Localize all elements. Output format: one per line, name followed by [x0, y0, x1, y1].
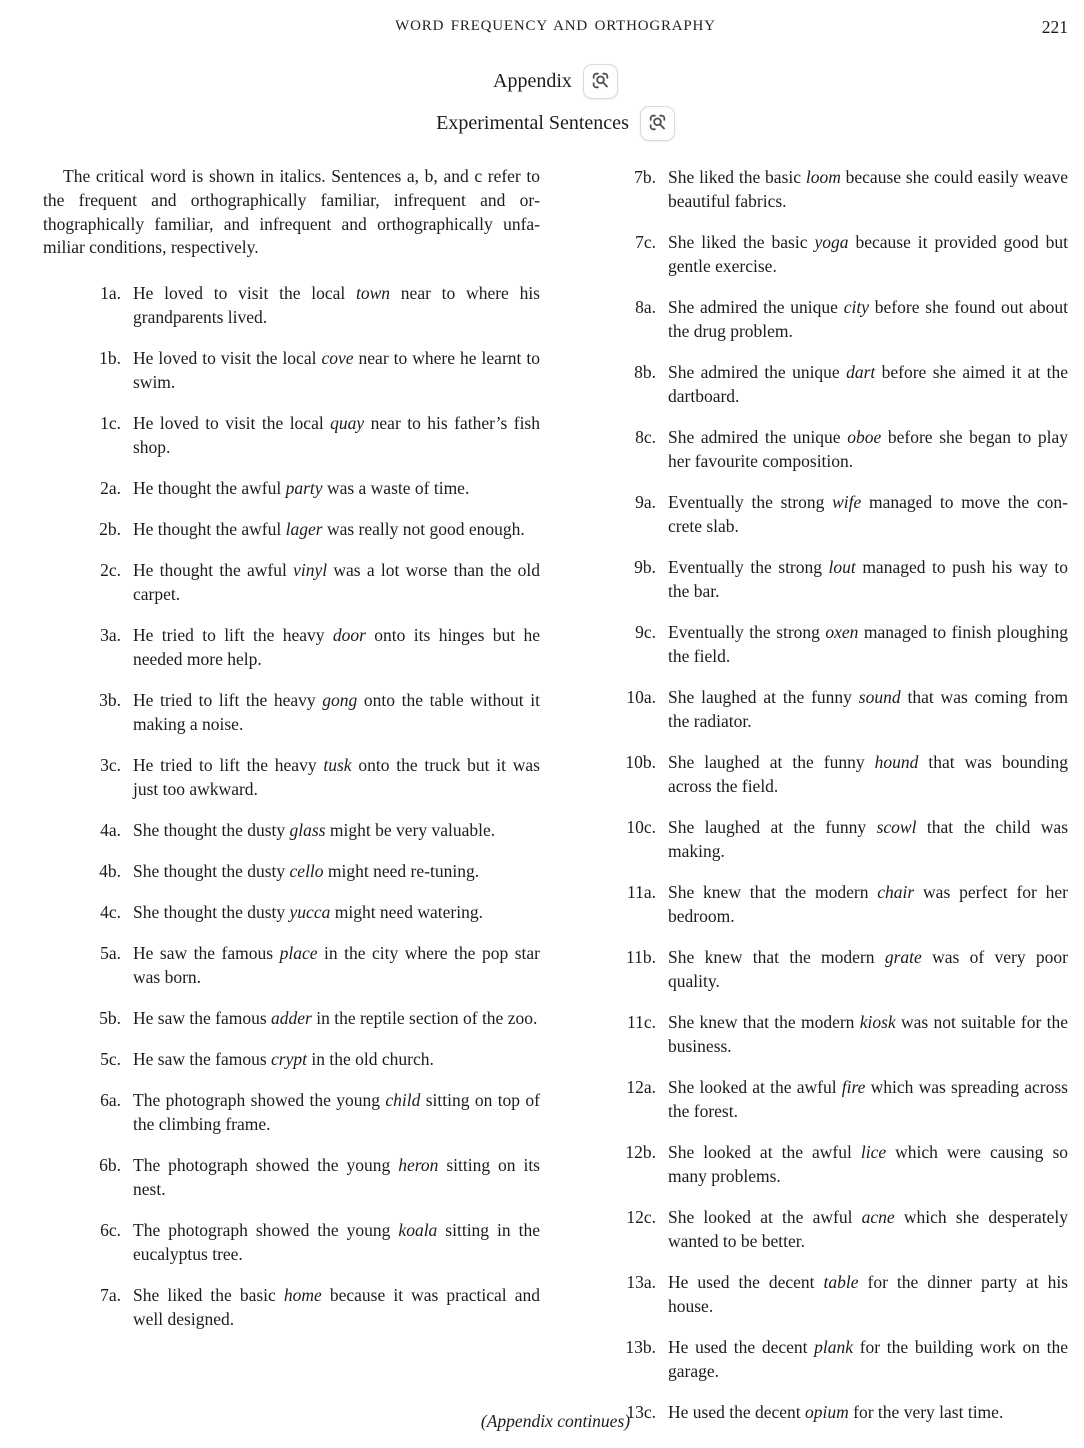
- sentence-post: sitting on top of the climbing frame.: [133, 1090, 541, 1135]
- two-column-body: [43, 165, 1068, 1441]
- sentence-text: [133, 1218, 540, 1266]
- sentence-text: [668, 230, 1068, 278]
- critical-word: glass: [289, 820, 326, 841]
- appendix-title: Appendix: [493, 70, 572, 92]
- sentence-post: was a waste of time.: [322, 478, 470, 499]
- sentence-pre: The photograph showed the young: [133, 1220, 399, 1241]
- critical-word: heron: [398, 1155, 439, 1176]
- sentence-post: might need re-tuning.: [323, 861, 480, 882]
- critical-word: city: [843, 297, 869, 317]
- sentence-post: for the building work on the garage.: [668, 1337, 1068, 1381]
- list-item: [612, 620, 1068, 668]
- list-item: [77, 753, 540, 801]
- sentence-number: 10a.: [626, 687, 656, 707]
- sentence-list-left: [43, 281, 540, 1331]
- sentence-number: 11a.: [627, 882, 656, 902]
- sentence-post: because it was practical and well designed.: [133, 1285, 540, 1330]
- sentence-pre: He loved to visit the local: [133, 413, 331, 434]
- page-number: 221: [1041, 17, 1068, 37]
- sentence-post: in the old church.: [307, 1049, 434, 1070]
- sentence-pre: She admired the unique: [668, 297, 844, 317]
- list-item: [77, 859, 540, 883]
- sentence-text: [133, 1006, 540, 1030]
- sentence-pre: She looked at the awful: [668, 1077, 842, 1097]
- sentence-number: 13a.: [626, 1272, 656, 1292]
- list-item: [612, 230, 1068, 278]
- sentence-post: sitting on its nest.: [133, 1155, 540, 1200]
- sentence-text: [668, 815, 1068, 863]
- sentence-pre: He thought the awful: [133, 519, 286, 540]
- list-item: [77, 1006, 540, 1030]
- list-item: [77, 517, 540, 541]
- critical-word: door: [332, 625, 366, 646]
- list-item: [77, 1088, 540, 1136]
- sentence-pre: She laughed at the funny: [668, 817, 877, 837]
- sentence-number: 8a.: [635, 297, 656, 317]
- critical-word: plank: [814, 1337, 854, 1357]
- critical-word: oboe: [847, 427, 882, 447]
- sentence-post: was a lot worse than the old carpet.: [133, 560, 540, 605]
- sentence-pre: She thought the dusty: [133, 902, 290, 923]
- sentence-pre: She admired the unique: [668, 362, 847, 382]
- zoom-region-icon: [647, 112, 668, 136]
- sentence-text: [133, 558, 540, 606]
- sentence-post: before she found out about the drug problem.: [668, 297, 1068, 341]
- sentence-text: [133, 281, 540, 329]
- sentence-number: 6c.: [100, 1220, 121, 1241]
- critical-word: opium: [805, 1402, 849, 1422]
- critical-word: table: [823, 1272, 859, 1292]
- sentence-text: [668, 490, 1068, 538]
- critical-word: cove: [321, 348, 354, 369]
- sentence-text: [668, 880, 1068, 928]
- sentence-pre: The photograph showed the young: [133, 1155, 399, 1176]
- sentence-number: 12a.: [626, 1077, 656, 1097]
- list-item: [612, 490, 1068, 538]
- sentence-text: [668, 360, 1068, 408]
- sentence-text: [668, 945, 1068, 993]
- sentence-pre: She laughed at the funny: [668, 687, 859, 707]
- sentence-pre: He saw the famous: [133, 1008, 272, 1029]
- experimental-sentences-title: Experimental Sentences: [436, 112, 629, 134]
- sentence-number: 2b.: [99, 519, 121, 540]
- sentence-number: 1c.: [100, 413, 121, 434]
- sentence-pre: He saw the famous: [133, 1049, 272, 1070]
- sentence-post: that was bounding across the field.: [668, 752, 1068, 796]
- sentence-text: [133, 476, 540, 500]
- list-item: [612, 425, 1068, 473]
- sentence-number: 5b.: [99, 1008, 121, 1029]
- sentence-post: near to where his grandparents lived.: [133, 283, 540, 328]
- sentence-number: 7c.: [635, 232, 656, 252]
- list-item: [612, 815, 1068, 863]
- sentence-number: 1a.: [100, 283, 121, 304]
- sentence-post: in the reptile section of the zoo.: [311, 1008, 538, 1029]
- critical-word: crypt: [271, 1049, 307, 1070]
- list-item: [612, 880, 1068, 928]
- critical-word: child: [385, 1090, 421, 1111]
- list-item: [77, 558, 540, 606]
- sentence-pre: Eventually the strong: [668, 492, 833, 512]
- sentence-number: 8c.: [635, 427, 656, 447]
- list-item: [77, 818, 540, 842]
- sentence-text: [133, 623, 540, 671]
- appendix-heading-row: [43, 64, 1068, 99]
- critical-word: yucca: [289, 902, 331, 923]
- sentence-post: near to where he learnt to swim.: [133, 348, 540, 393]
- critical-word: lager: [285, 519, 323, 540]
- sentence-pre: He loved to visit the local: [133, 348, 322, 369]
- sentence-text: [668, 1075, 1068, 1123]
- sentence-number: 6a.: [100, 1090, 121, 1111]
- sentence-text: [668, 1010, 1068, 1058]
- sentence-post: which was spreading across the forest.: [668, 1077, 1068, 1121]
- sentence-pre: She knew that the modern: [668, 947, 885, 967]
- sentence-pre: She liked the basic: [668, 232, 815, 252]
- list-item: [77, 1283, 540, 1331]
- critical-word: chair: [877, 882, 915, 902]
- critical-word: koala: [398, 1220, 438, 1241]
- sentence-number: 13b.: [625, 1337, 656, 1357]
- sentence-number: 5a.: [100, 943, 121, 964]
- sentence-number: 1b.: [99, 348, 121, 369]
- sentence-pre: He used the decent: [668, 1272, 824, 1292]
- list-item: [77, 623, 540, 671]
- list-item: [612, 750, 1068, 798]
- sentence-post: for the very last time.: [848, 1402, 1004, 1422]
- sentence-text: [668, 620, 1068, 668]
- list-item: [77, 476, 540, 500]
- sentence-number: 2a.: [100, 478, 121, 499]
- sentence-post: that the child was making.: [668, 817, 1069, 861]
- list-item: [612, 1140, 1068, 1188]
- sentence-post: was perfect for her bedroom.: [668, 882, 1068, 926]
- sentence-text: [668, 750, 1068, 798]
- sentence-pre: He tried to lift the heavy: [133, 690, 323, 711]
- zoom-sentences-button[interactable]: [640, 106, 675, 141]
- list-item: [77, 411, 540, 459]
- sentence-pre: He used the decent: [668, 1337, 815, 1357]
- list-item: [612, 1010, 1068, 1058]
- critical-word: tusk: [323, 755, 352, 776]
- sentence-text: [133, 411, 540, 459]
- list-item: [77, 1153, 540, 1201]
- sentence-pre: She laughed at the funny: [668, 752, 875, 772]
- zoom-appendix-button[interactable]: [583, 64, 618, 99]
- sentence-text: [133, 517, 540, 541]
- sentence-text: [133, 1088, 540, 1136]
- sentence-pre: She knew that the modern: [668, 882, 878, 902]
- intro-note: The critical word is shown in italics. Sentences a, b, and c refer to the frequent and orthographically familiar, infrequent and orthographically familiar, and infrequent and orthographically unfamiliar conditions, respectively.: [43, 166, 540, 258]
- list-item: [612, 295, 1068, 343]
- sentence-pre: He tried to lift the heavy: [133, 755, 324, 776]
- page-header: [43, 18, 1068, 44]
- sentence-number: 3c.: [100, 755, 121, 776]
- critical-word: sound: [858, 687, 901, 707]
- critical-word: party: [285, 478, 323, 499]
- critical-word: gong: [322, 690, 358, 711]
- sentence-post: before she aimed it at the dartboard.: [668, 362, 1068, 406]
- critical-word: loom: [805, 167, 841, 187]
- sentence-text: [133, 1047, 540, 1071]
- sentence-number: 10c.: [626, 817, 656, 837]
- sentence-pre: She knew that the modern: [668, 1012, 860, 1032]
- sentence-post: near to his father’s fish shop.: [133, 413, 540, 458]
- list-item: [77, 900, 540, 924]
- sentence-post: because she could easily weave beautiful fabrics.: [668, 167, 1068, 211]
- sentences-heading-row: [43, 106, 1068, 141]
- sentence-post: might be very valuable.: [325, 820, 496, 841]
- sentence-pre: He thought the awful: [133, 560, 294, 581]
- sentence-text: [133, 859, 540, 883]
- sentence-number: 10b.: [625, 752, 656, 772]
- critical-word: dart: [846, 362, 876, 382]
- sentence-pre: She looked at the awful: [668, 1207, 862, 1227]
- sentence-number: 11c.: [627, 1012, 656, 1032]
- sentence-number: 12b.: [625, 1142, 656, 1162]
- critical-word: acne: [861, 1207, 895, 1227]
- sentence-pre: She liked the basic: [133, 1285, 284, 1306]
- list-item: [77, 281, 540, 329]
- list-item: [77, 346, 540, 394]
- sentence-post: which she desperately wanted to be better.: [668, 1207, 1069, 1251]
- critical-word: vinyl: [293, 560, 328, 581]
- sentence-post: managed to push his way to the bar.: [668, 557, 1068, 601]
- sentence-number: 3b.: [99, 690, 121, 711]
- sentence-post: because it provided good but gentle exercise.: [668, 232, 1068, 276]
- sentence-pre: She thought the dusty: [133, 861, 290, 882]
- list-item: [77, 1047, 540, 1071]
- sentence-text: [668, 1140, 1068, 1188]
- sentence-post: which were causing so many problems.: [668, 1142, 1069, 1186]
- sentence-number: 11b.: [626, 947, 656, 967]
- critical-word: wife: [832, 492, 862, 512]
- sentence-pre: Eventually the strong: [668, 557, 829, 577]
- sentence-text: [668, 1270, 1068, 1318]
- sentence-text: [133, 1153, 540, 1201]
- sentence-number: 9a.: [635, 492, 656, 512]
- sentence-pre: She liked the basic: [668, 167, 806, 187]
- critical-word: scowl: [876, 817, 917, 837]
- critical-word: grate: [884, 947, 922, 967]
- sentence-text: [668, 1335, 1068, 1383]
- sentence-number: 7b.: [634, 167, 656, 187]
- critical-word: home: [283, 1285, 322, 1306]
- sentence-number: 6b.: [99, 1155, 121, 1176]
- sentence-number: 12c.: [626, 1207, 656, 1227]
- sentence-post: onto its hinges but he needed more help.: [133, 625, 540, 670]
- zoom-region-icon: [590, 70, 611, 94]
- sentence-text: [668, 1205, 1068, 1253]
- sentence-number: 5c.: [100, 1049, 121, 1070]
- appendix-continues-note: (Appendix continues): [480, 1411, 631, 1431]
- list-item: [77, 1218, 540, 1266]
- sentence-number: 2c.: [100, 560, 121, 581]
- sentence-text: [133, 1283, 540, 1331]
- sentence-pre: She thought the dusty: [133, 820, 290, 841]
- sentence-number: 4a.: [100, 820, 121, 841]
- sentence-post: managed to move the concrete slab.: [668, 492, 1068, 536]
- sentence-pre: He saw the famous: [133, 943, 280, 964]
- list-item: [612, 555, 1068, 603]
- sentence-number: 9b.: [634, 557, 656, 577]
- critical-word: town: [356, 283, 391, 304]
- list-item: [77, 941, 540, 989]
- sentence-post: might need watering.: [330, 902, 483, 923]
- critical-word: oxen: [825, 622, 859, 642]
- critical-word: lice: [860, 1142, 887, 1162]
- sentence-number: 3a.: [100, 625, 121, 646]
- sentence-text: [668, 685, 1068, 733]
- list-item: [612, 1270, 1068, 1318]
- critical-word: hound: [874, 752, 919, 772]
- sentence-number: 13c.: [626, 1402, 656, 1422]
- critical-word: place: [279, 943, 318, 964]
- sentence-text: [668, 295, 1068, 343]
- sentence-text: [668, 555, 1068, 603]
- sentence-post: sitting in the eucalyptus tree.: [133, 1220, 541, 1265]
- sentence-post: onto the truck but it was just too awkward.: [133, 755, 540, 800]
- sentence-number: 4c.: [100, 902, 121, 923]
- critical-word: adder: [271, 1008, 312, 1029]
- list-item: [612, 685, 1068, 733]
- sentence-pre: The photograph showed the young: [133, 1090, 386, 1111]
- sentence-pre: He tried to lift the heavy: [133, 625, 333, 646]
- list-item: [612, 945, 1068, 993]
- list-item: [612, 1335, 1068, 1383]
- critical-word: quay: [330, 413, 365, 434]
- running-head: WORD FREQUENCY AND ORTHOGRAPHY: [395, 18, 716, 34]
- critical-word: kiosk: [859, 1012, 896, 1032]
- critical-word: yoga: [814, 232, 849, 252]
- sentence-post: that was coming from the radiator.: [668, 687, 1068, 731]
- sentence-post: before she began to play her favourite composition.: [668, 427, 1068, 471]
- sentence-number: 9c.: [635, 622, 656, 642]
- sentence-pre: He thought the awful: [133, 478, 286, 499]
- list-item: [612, 165, 1068, 213]
- sentence-pre: She looked at the awful: [668, 1142, 861, 1162]
- sentence-post: onto the table without it making a noise.: [133, 690, 540, 735]
- sentence-post: was of very poor quality.: [668, 947, 1069, 991]
- critical-word: fire: [841, 1077, 866, 1097]
- left-column: [43, 165, 540, 1441]
- critical-word: cello: [289, 861, 324, 882]
- sentence-text: [133, 346, 540, 394]
- sentence-text: [133, 900, 540, 924]
- right-column: [612, 165, 1068, 1441]
- sentence-text: [668, 425, 1068, 473]
- list-item: [612, 360, 1068, 408]
- sentence-pre: He loved to visit the local: [133, 283, 356, 304]
- sentence-pre: Eventually the strong: [668, 622, 826, 642]
- sentence-number: 8b.: [634, 362, 656, 382]
- sentence-text: [668, 165, 1068, 213]
- sentence-list-right: [612, 165, 1068, 1424]
- critical-word: lout: [828, 557, 856, 577]
- list-item: [612, 1075, 1068, 1123]
- list-item: [77, 688, 540, 736]
- sentence-number: 4b.: [99, 861, 121, 882]
- sentence-post: was not suitable for the business.: [668, 1012, 1068, 1056]
- sentence-number: 7a.: [100, 1285, 121, 1306]
- sentence-text: [133, 688, 540, 736]
- sentence-post: for the dinner party at his house.: [668, 1272, 1068, 1316]
- sentence-pre: She admired the unique: [668, 427, 848, 447]
- sentence-text: [133, 753, 540, 801]
- sentence-text: [133, 818, 540, 842]
- sentence-post: in the city where the pop star was born.: [133, 943, 540, 988]
- sentence-pre: He used the decent: [668, 1402, 806, 1422]
- sentence-post: managed to finish ploughing the field.: [668, 622, 1068, 666]
- sentence-text: [133, 941, 540, 989]
- sentence-post: was really not good enough.: [322, 519, 525, 540]
- list-item: [612, 1205, 1068, 1253]
